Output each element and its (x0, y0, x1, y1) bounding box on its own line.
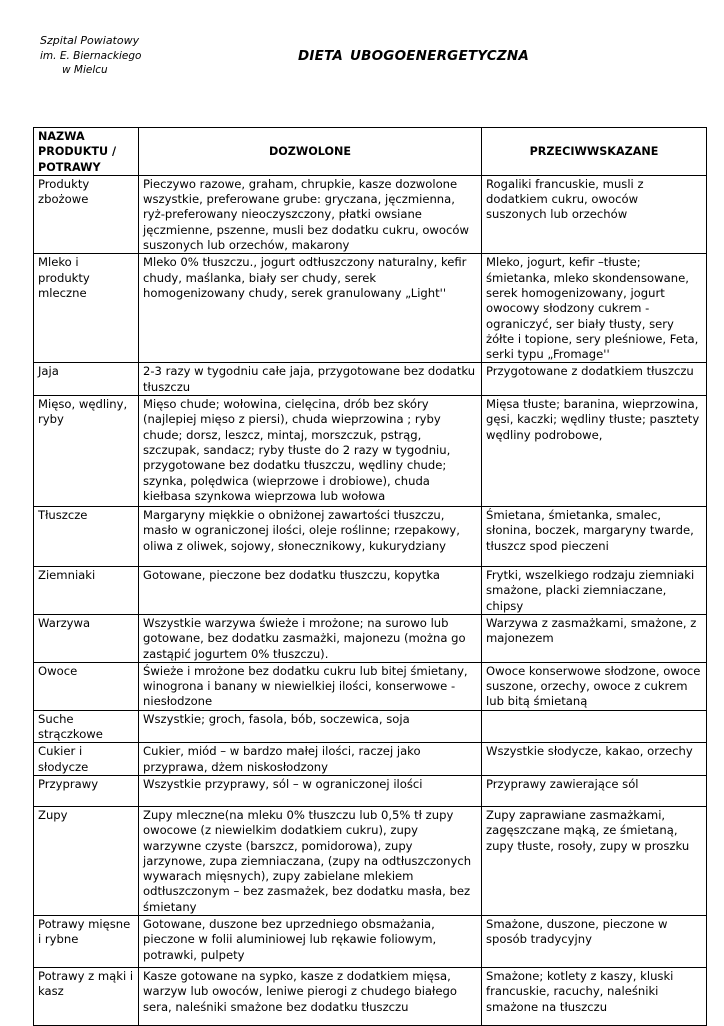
document-title: DIETA UBOGOENERGETYCZNA (298, 48, 530, 64)
row-allowed: Mleko 0% tłuszczu., jogurt odtłuszczony naturalny, kefir chudy, maślanka, biały ser chudy, serek homogenizowany chudy, serek granulowany „Light'' (139, 254, 482, 363)
table-row (34, 567, 707, 615)
table-header-row (34, 128, 707, 176)
row-allowed: Pieczywo razowe, graham, chrupkie, kasze dozwolone wszystkie, preferowane grube: gryczana, jęczmienna, ryż-preferowany nieoczyszczony, płatki owsiane jęczmienne, pszenne, musli bez dodatku cukru, owoców suszonych lub orzechów, makarony (139, 175, 482, 253)
row-forbidden: Rogaliki francuskie, musli z dodatkiem cukru, owoców suszonych lub orzechów (482, 175, 707, 253)
table-row (34, 967, 707, 1025)
row-forbidden: Warzywa z zasmażkami, smażone, z majonezem (482, 614, 707, 662)
header-product-name: NAZWA PRODUKTU / POTRAWY (34, 128, 139, 176)
row-category: Mięso, wędliny, ryby (34, 396, 139, 507)
hospital-line-2: im. E. Biernackiego (40, 50, 142, 62)
row-forbidden: Smażone; kotlety z kaszy, kluski francuskie, racuchy, naleśniki smażone na tłuszczu (482, 967, 707, 1025)
hospital-line-3: w Mielcu (62, 64, 108, 76)
row-allowed: Cukier, miód – w bardzo małej ilości, raczej jako przyprawa, dżem niskosłodzony (139, 743, 482, 776)
row-category: Ziemniaki (34, 567, 139, 615)
row-category: Mleko i produkty mleczne (34, 254, 139, 363)
row-forbidden: Mięsa tłuste; baranina, wieprzowina, gęsi, kaczki; wędliny tłuste; pasztety wędliny podrobowe, (482, 396, 707, 507)
row-forbidden: Zupy zaprawiane zasmażkami, zagęszczane mąką, ze śmietaną, zupy tłuste, rosoły, zupy w proszku (482, 806, 707, 915)
row-forbidden: Smażone, duszone, pieczone w sposób tradycyjny (482, 915, 707, 967)
row-category: Suche strączkowe (34, 710, 139, 743)
row-category: Potrawy mięsne i rybne (34, 915, 139, 967)
row-forbidden: Przyprawy zawierające sól (482, 775, 707, 806)
row-category: Jaja (34, 363, 139, 396)
table-row (34, 614, 707, 662)
hospital-line-1: Szpital Powiatowy (40, 34, 140, 47)
table-row (34, 775, 707, 806)
row-category: Potrawy z mąki i kasz (34, 967, 139, 1025)
row-forbidden: Śmietana, śmietanka, smalec, słonina, boczek, margaryny twarde, tłuszcz spod pieczeni (482, 507, 707, 567)
header-forbidden: PRZECIWWSKAZANE (482, 128, 707, 176)
row-allowed: 2-3 razy w tygodniu całe jaja, przygotowane bez dodatku tłuszczu (139, 363, 482, 396)
row-allowed: Zupy mleczne(na mleku 0% tłuszczu lub 0,5% tł zupy owocowe (z niewielkim dodatkiem cukru), zupy warzywne czyste (barszcz, pomidorowa), zupy jarzynowe, zupa ziemniaczana, (zupy na odtłuszczonych wywarach mięsnych), zupy zabielane mlekiem odtłuszczonym – bez zasmażek, bez dodatku masła, bez śmietany (139, 806, 482, 915)
header-allowed: DOZWOLONE (139, 128, 482, 176)
row-forbidden: Owoce konserwowe słodzone, owoce suszone, orzechy, owoce z cukrem lub bitą śmietaną (482, 662, 707, 710)
table-row (34, 396, 707, 507)
row-allowed: Świeże i mrożone bez dodatku cukru lub bitej śmietany, winogrona i banany w niewielkiej ilości, konserwowe - niesłodzone (139, 662, 482, 710)
table-row (34, 254, 707, 363)
row-allowed: Gotowane, pieczone bez dodatku tłuszczu, kopytka (139, 567, 482, 615)
row-allowed: Wszystkie; groch, fasola, bób, soczewica, soja (139, 710, 482, 743)
table-row (34, 743, 707, 776)
row-forbidden: Wszystkie słodycze, kakao, orzechy (482, 743, 707, 776)
row-category: Produkty zbożowe (34, 175, 139, 253)
row-forbidden: Przygotowane z dodatkiem tłuszczu (482, 363, 707, 396)
table-row (34, 710, 707, 743)
row-forbidden (482, 710, 707, 743)
table-row (34, 363, 707, 396)
row-category: Warzywa (34, 614, 139, 662)
row-forbidden: Frytki, wszelkiego rodzaju ziemniaki smażone, placki ziemniaczane, chipsy (482, 567, 707, 615)
row-allowed: Wszystkie warzywa świeże i mrożone; na surowo lub gotowane, bez dodatku zasmażki, majonezu (można go zastąpić jogurtem 0% tłuszczu). (139, 614, 482, 662)
row-category: Tłuszcze (34, 507, 139, 567)
row-allowed: Kasze gotowane na sypko, kasze z dodatkiem mięsa, warzyw lub owoców, leniwe pierogi z chudego białego sera, naleśniki smażone bez dodatku tłuszczu (139, 967, 482, 1025)
diet-table (33, 127, 707, 1026)
row-allowed: Gotowane, duszone bez uprzedniego obsmażania, pieczone w folii aluminiowej lub rękawie foliowym, potrawki, pulpety (139, 915, 482, 967)
row-allowed: Margaryny miękkie o obniżonej zawartości tłuszczu, masło w ograniczonej ilości, oleje roślinne; rzepakowy, oliwa z oliwek, sojowy, słonecznikowy, kukurydziany (139, 507, 482, 567)
table-row (34, 915, 707, 967)
row-forbidden: Mleko, jogurt, kefir –tłuste; śmietanka, mleko skondensowane, serek homogenizowany, jogurt owocowy słodzony cukrem - ograniczyć, ser biały tłusty, sery żółte i topione, sery pleśniowe, Feta, serki typu „Fromage'' (482, 254, 707, 363)
row-category: Cukier i słodycze (34, 743, 139, 776)
table-row (34, 662, 707, 710)
row-category: Przyprawy (34, 775, 139, 806)
table-row (34, 175, 707, 253)
table-row (34, 507, 707, 567)
table-row (34, 806, 707, 915)
hospital-name (40, 34, 141, 77)
row-allowed: Mięso chude; wołowina, cielęcina, drób bez skóry (najlepiej mięso z piersi), chuda wieprzowina ; ryby chude; dorsz, leszcz, mintaj, morszczuk, pstrąg, szczupak, sandacz; ryby tłuste do 2 razy w tygodniu, przygotowane bez dodatku tłuszczu, wędliny chude; szynka, polędwica (wieprzowe i drobiowe), chuda kiełbasa szynkowa wieprzowa lub wołowa (139, 396, 482, 507)
row-category: Zupy (34, 806, 139, 915)
row-category: Owoce (34, 662, 139, 710)
row-allowed: Wszystkie przyprawy, sól – w ograniczonej ilości (139, 775, 482, 806)
